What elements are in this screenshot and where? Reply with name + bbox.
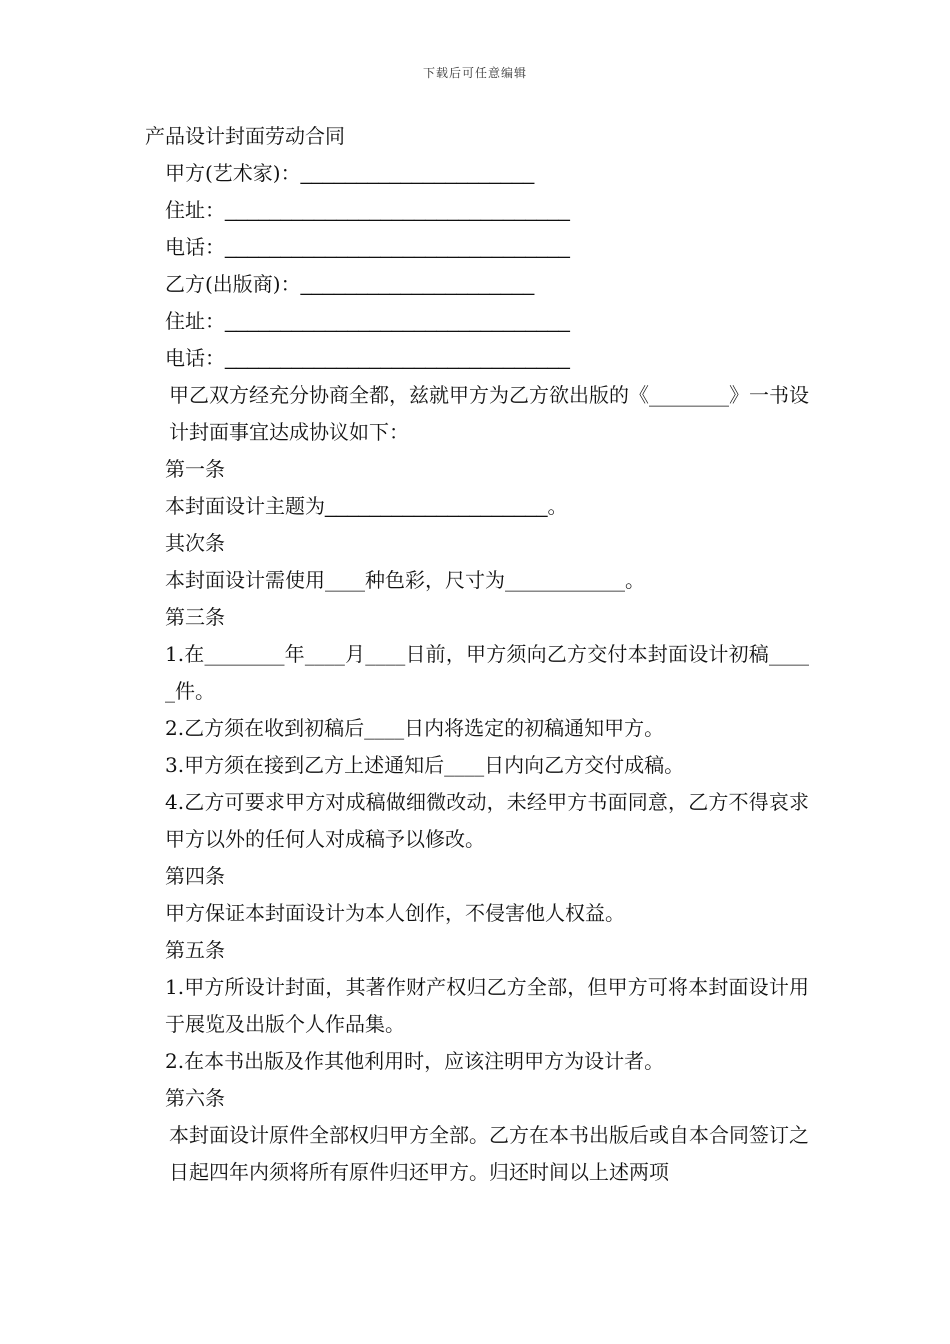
party-a-address-line [145, 192, 809, 229]
party-a-blank: _____________________ [300, 163, 535, 185]
article-5-heading: 第五条 [165, 938, 225, 962]
party-a-phone-line [145, 229, 809, 266]
party-b-phone-blank: _______________________________ [225, 348, 570, 370]
contract-body [145, 118, 809, 1191]
intro-paragraph: 甲乙双方经充分协商全都，兹就甲方为乙方欲出版的《________》一书设计封面事宜达成协议如下： [169, 383, 809, 444]
article-1-text-prefix: 本封面设计主题为 [165, 494, 325, 518]
article-3-heading: 第三条 [165, 605, 225, 629]
party-a-phone-blank: _______________________________ [225, 237, 570, 259]
article-2-heading: 其次条 [165, 531, 225, 555]
party-b-phone-line [145, 340, 809, 377]
party-b-address-blank: _______________________________ [225, 311, 570, 333]
article-1-text-suffix: 。 [547, 494, 568, 518]
party-a-phone-label: 电话： [165, 235, 225, 259]
party-b-line [145, 266, 809, 303]
article-2-text: 本封面设计需使用____种色彩，尺寸为____________。 [165, 568, 645, 592]
party-b-address-line [145, 303, 809, 340]
party-b-blank: _____________________ [300, 274, 535, 296]
document-title: 产品设计封面劳动合同 [145, 124, 345, 148]
party-b-address-label: 住址： [165, 309, 225, 333]
page-header-note: 下载后可任意编辑 [422, 66, 527, 80]
article-1-blank: ____________________ [325, 496, 548, 518]
party-a-address-blank: _______________________________ [225, 200, 570, 222]
article-4-text: 甲方保证本封面设计为本人创作，不侵害他人权益。 [165, 901, 625, 925]
article-5-item-2: 2.在本书出版及作其他利用时，应该注明甲方为设计者。 [165, 1049, 665, 1073]
article-5-item-1: 1.甲方所设计封面，其著作财产权归乙方全部，但甲方可将本封面设计用于展览及出版个人作品集。 [165, 975, 809, 1036]
party-a-label: 甲方(艺术家)： [165, 161, 301, 185]
article-3-item-1: 1.在________年____月____日前，甲方须向乙方交付本封面设计初稿_____件。 [165, 642, 809, 703]
article-1-text [145, 488, 809, 525]
article-1-heading: 第一条 [165, 457, 225, 481]
party-a-line [145, 155, 809, 192]
article-6-heading: 第六条 [165, 1086, 225, 1110]
article-3-item-2: 2.乙方须在收到初稿后____日内将选定的初稿通知甲方。 [165, 716, 665, 740]
article-3-item-4: 4.乙方可要求甲方对成稿做细微改动，未经甲方书面同意，乙方不得哀求甲方以外的任何人对成稿予以修改。 [165, 790, 809, 851]
party-a-address-label: 住址： [165, 198, 225, 222]
article-4-heading: 第四条 [165, 864, 225, 888]
party-b-label: 乙方(出版商)： [165, 272, 301, 296]
party-b-phone-label: 电话： [165, 346, 225, 370]
article-3-item-3: 3.甲方须在接到乙方上述通知后____日内向乙方交付成稿。 [165, 753, 685, 777]
article-6-text: 本封面设计原件全部权归甲方全部。乙方在本书出版后或自本合同签订之日起四年内须将所有原件归还甲方。归还时间以上述两项 [169, 1123, 809, 1184]
